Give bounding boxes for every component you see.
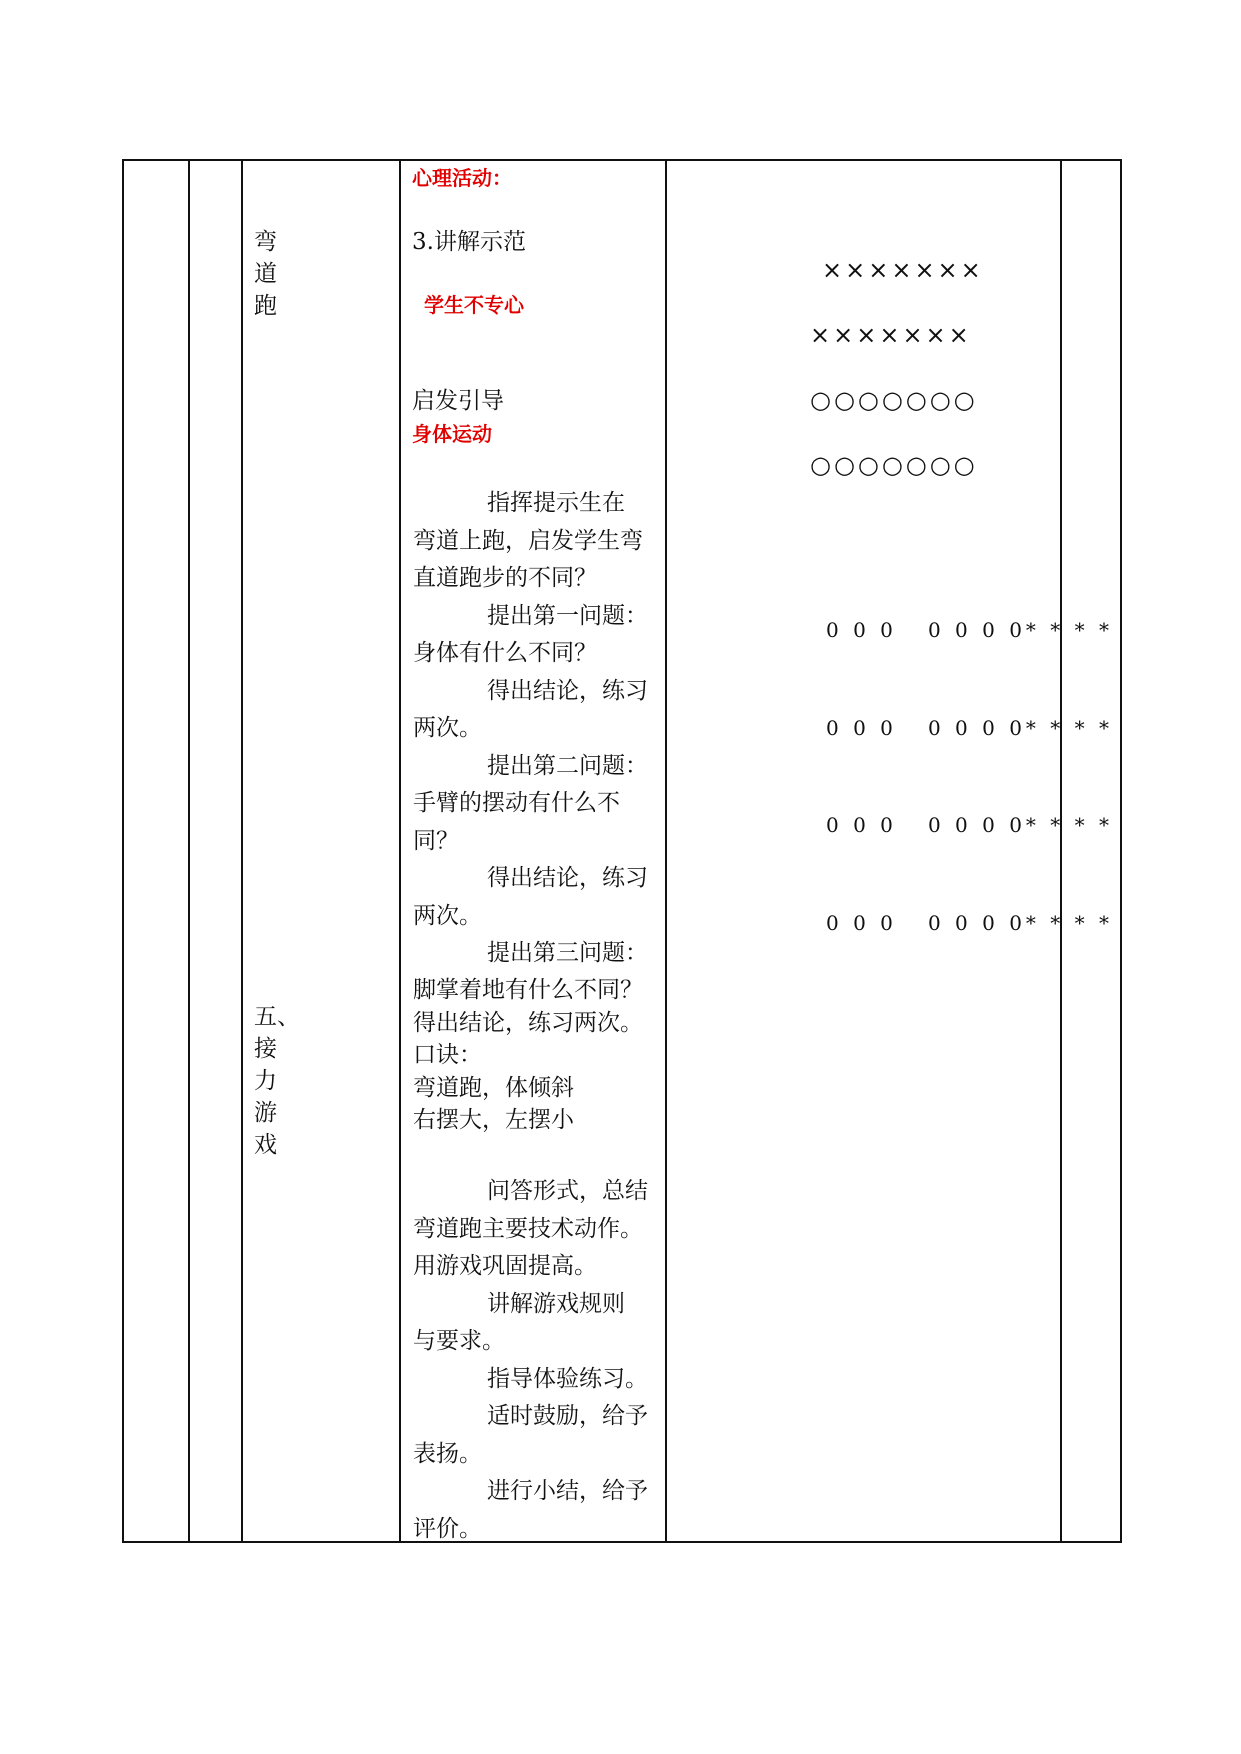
text-line: 得出结论，练习 xyxy=(487,677,648,704)
text-line: 提出第一问题： xyxy=(487,602,648,629)
text-line: 同？ xyxy=(413,827,459,854)
formation-x-row-1: ××××××× xyxy=(822,256,984,284)
section-title-char: 接 xyxy=(254,1036,277,1062)
text-line: 与要求。 xyxy=(413,1328,505,1354)
teaching-steps-3 xyxy=(413,1173,658,1548)
table-border-right xyxy=(1120,159,1122,1542)
section-title-char: 戏 xyxy=(254,1132,277,1158)
text-line: 两次。 xyxy=(413,902,482,929)
text-line: 问答形式，总结 xyxy=(487,1178,648,1204)
text-line: 指挥提示生在 xyxy=(487,490,625,516)
section-title-char: 游 xyxy=(254,1100,277,1126)
text-line: 脚掌着地有什么不同？ xyxy=(413,977,643,1003)
formation-o-row-2: ○○○○○○○ xyxy=(810,451,978,479)
demo-heading: 3.讲解示范 xyxy=(412,229,526,255)
text-line: 得出结论，练习 xyxy=(487,865,648,891)
text-line: 直道跑步的不同？ xyxy=(413,565,597,591)
relay-row: 0 0 0 0 0 0 0* * * * xyxy=(826,618,1114,642)
text-line: 表扬。 xyxy=(413,1440,482,1467)
column-divider-4 xyxy=(665,159,667,1542)
text-line: 用游戏巩固提高。 xyxy=(413,1253,597,1279)
column-divider-3 xyxy=(399,159,401,1542)
text-line: 得出结论，练习两次。 xyxy=(413,1009,643,1036)
text-line: 身体有什么不同？ xyxy=(413,640,597,666)
relay-formation xyxy=(826,549,1113,1004)
column-divider-1 xyxy=(188,159,190,1542)
text-line: 提出第三问题： xyxy=(487,940,648,966)
text-line: 评价。 xyxy=(413,1515,482,1542)
teaching-steps-2 xyxy=(413,974,658,1137)
relay-row: 0 0 0 0 0 0 0* * * * xyxy=(826,813,1114,837)
relay-row: 0 0 0 0 0 0 0* * * * xyxy=(826,715,1114,740)
guide-label: 启发引导 xyxy=(412,388,504,414)
text-line: 讲解游戏规则 xyxy=(487,1290,625,1317)
student-note: 学生不专心 xyxy=(424,293,524,317)
section-title-char: 跑 xyxy=(254,293,277,319)
body-activity-label: 身体运动 xyxy=(412,422,492,446)
teaching-steps-1 xyxy=(413,485,658,973)
text-line: 右摆大，左摆小 xyxy=(413,1107,574,1133)
formation-o-row-1: ○○○○○○○ xyxy=(810,386,978,414)
table-border-left xyxy=(122,159,124,1542)
column-divider-2 xyxy=(241,159,243,1542)
section-title-relay-game xyxy=(254,1001,300,1161)
text-line: 进行小结，给予 xyxy=(487,1478,648,1504)
text-line: 弯道上跑，启发学生弯 xyxy=(413,527,643,554)
relay-row: 0 0 0 0 0 0 0* * * * xyxy=(826,910,1114,935)
section-title-char: 弯 xyxy=(254,229,277,255)
table-border-top xyxy=(122,159,1122,161)
text-line: 指导体验练习。 xyxy=(487,1365,648,1392)
section-title-char: 五、 xyxy=(254,1004,300,1030)
text-line: 口诀： xyxy=(413,1042,482,1068)
psych-activity-label: 心理活动： xyxy=(412,166,512,190)
text-line: 弯道跑，体倾斜 xyxy=(413,1074,574,1101)
section-title-char: 力 xyxy=(254,1068,277,1094)
text-line: 两次。 xyxy=(413,715,482,741)
section-title-curve-run xyxy=(254,226,277,322)
text-line: 弯道跑主要技术动作。 xyxy=(413,1215,643,1242)
text-line: 适时鼓励，给予 xyxy=(487,1403,648,1429)
text-line: 提出第二问题： xyxy=(487,752,648,779)
formation-x-row-2: ××××××× xyxy=(810,321,972,349)
text-line: 手臂的摆动有什么不 xyxy=(413,790,620,816)
section-title-char: 道 xyxy=(254,261,277,287)
